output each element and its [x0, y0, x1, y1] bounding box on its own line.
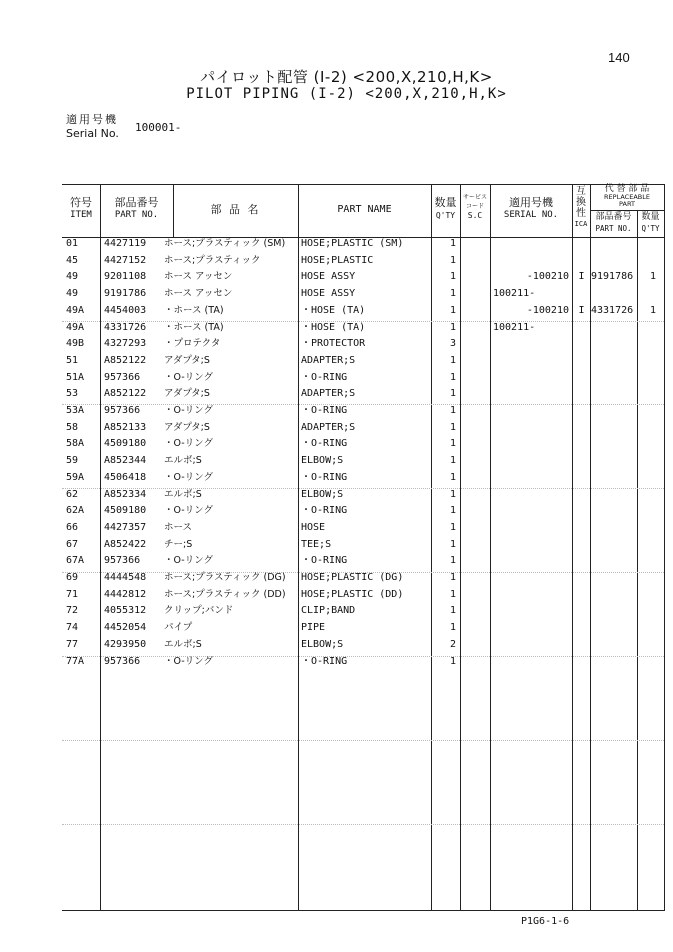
part-number: 4454003	[104, 304, 147, 316]
header-service-code	[460, 193, 490, 220]
quantity: 1	[449, 354, 456, 366]
table-row	[0, 336, 673, 353]
part-name-en: ELBOW;S	[301, 488, 344, 500]
part-name-jp: ・ホース (TA)	[164, 304, 224, 316]
part-name-jp: ホース	[164, 521, 193, 533]
part-name-en: ・O-RING	[301, 471, 348, 483]
header-rqty	[637, 212, 664, 234]
item-number: 71	[66, 588, 79, 600]
part-number: 4506418	[104, 471, 147, 483]
table-row	[0, 537, 673, 554]
part-name-jp: パイプ	[164, 622, 193, 634]
part-number: 4444548	[104, 572, 147, 583]
part-name-jp: チー;S	[164, 538, 193, 550]
quantity: 1	[449, 488, 456, 500]
part-name-en: ・O-RING	[301, 371, 348, 383]
header-item	[62, 196, 100, 222]
header-rqty-jp: 数量	[641, 212, 660, 222]
header-qty	[431, 196, 460, 222]
part-number: 4427357	[104, 521, 147, 533]
part-number: 4452054	[104, 622, 147, 634]
item-number: 49	[66, 271, 79, 283]
item-number: 58A	[66, 438, 85, 450]
quantity: 1	[449, 304, 456, 316]
part-number: 957366	[104, 555, 141, 567]
header-service-jp-1: サービス	[462, 194, 487, 201]
table-row	[0, 620, 673, 637]
serial-range: -100210	[526, 271, 569, 283]
part-number: 4327293	[104, 338, 147, 350]
table-row	[0, 603, 673, 620]
item-number: 62A	[66, 505, 85, 517]
quantity: 1	[449, 405, 456, 416]
header-ica-jp-1: 互	[576, 186, 586, 197]
item-number: 59A	[66, 471, 85, 483]
item-number: 49B	[66, 338, 85, 350]
part-number: 4427119	[104, 238, 147, 249]
item-number: 45	[66, 254, 79, 266]
item-number: 49A	[66, 321, 85, 333]
header-replaceable	[590, 185, 664, 208]
item-number: 67A	[66, 555, 85, 567]
table-row	[0, 503, 673, 520]
table-row	[0, 520, 673, 537]
replaceable-part-number: 4331726	[591, 304, 634, 316]
part-name-jp: エルボ;S	[164, 455, 202, 467]
item-number: 62	[66, 488, 79, 500]
quantity: 1	[449, 388, 456, 400]
header-qty-jp: 数量	[434, 196, 457, 209]
item-number: 66	[66, 521, 79, 533]
header-ica-en: ICA	[574, 220, 588, 228]
header-ica-jp-2: 換	[576, 197, 586, 208]
page-title-en: PILOT PIPING (I-2) <200,X,210,H,K>	[186, 86, 507, 102]
part-name-en: ・O-RING	[301, 438, 348, 450]
item-number: 53	[66, 388, 79, 400]
serial-range: 100211-	[493, 321, 536, 333]
item-number: 69	[66, 572, 79, 583]
quantity: 1	[449, 572, 456, 583]
header-serial-jp: 適用号機	[509, 196, 553, 209]
table-row	[0, 587, 673, 604]
part-name-jp: ・プロテクタ	[164, 338, 221, 350]
header-item-jp: 符号	[70, 196, 92, 209]
replaceable-quantity: 1	[649, 304, 656, 316]
part-name-jp: ・O-リング	[164, 405, 213, 416]
part-name-jp: ・O-リング	[164, 505, 213, 517]
quantity: 1	[449, 555, 456, 567]
part-name-en: CLIP;BAND	[301, 605, 356, 617]
header-ica	[572, 186, 590, 230]
serial-range: 100211-	[493, 288, 536, 300]
header-part-name-en: PART NAME	[337, 204, 392, 215]
table-row	[0, 420, 673, 437]
part-name-jp: ・ホース (TA)	[164, 321, 224, 333]
quantity: 1	[449, 588, 456, 600]
part-name-jp: ホース アッセン	[164, 271, 233, 283]
part-name-en: HOSE;PLASTIC (SM)	[301, 238, 404, 249]
part-name-jp: ・O-リング	[164, 555, 213, 567]
part-name-en: ADAPTER;S	[301, 388, 356, 400]
serial-label	[66, 113, 119, 141]
part-number: A852133	[104, 421, 147, 433]
part-name-en: HOSE ASSY	[301, 288, 356, 300]
header-part-no-en: PART NO.	[114, 210, 159, 220]
table-row	[0, 370, 673, 387]
item-number: 59	[66, 455, 79, 467]
page-title-jp: パイロット配管 (I-2) <200,X,210,H,K>	[200, 68, 493, 86]
part-name-jp: ホース;プラスティック (DG)	[164, 572, 286, 583]
part-number: 957366	[104, 405, 141, 416]
part-number: 957366	[104, 655, 141, 667]
part-number: 4055312	[104, 605, 147, 617]
header-part-no-jp: 部品番号	[114, 196, 159, 209]
part-name-jp: アダプタ;S	[164, 388, 210, 400]
item-number: 51	[66, 354, 79, 366]
part-name-en: ・HOSE (TA)	[301, 304, 366, 316]
part-number: A852344	[104, 455, 147, 467]
header-item-en: ITEM	[70, 210, 92, 220]
header-rpart-no-jp: 部品番号	[595, 212, 632, 222]
header-rqty-en: Q'TY	[641, 224, 660, 233]
table-row	[0, 637, 673, 654]
table-row	[0, 570, 673, 587]
item-number: 58	[66, 421, 79, 433]
serial-label-en: Serial No.	[66, 127, 119, 140]
table-row	[0, 654, 673, 671]
table-row	[0, 236, 673, 253]
quantity: 1	[449, 371, 456, 383]
part-name-en: HOSE ASSY	[301, 271, 356, 283]
header-part-name-jp: 部 品 名	[210, 203, 261, 216]
table-row	[0, 403, 673, 420]
part-number: A852122	[104, 388, 147, 400]
item-number: 77A	[66, 655, 85, 667]
header-replaceable-en-2: PART	[619, 200, 635, 208]
item-number: 49A	[66, 304, 85, 316]
item-number: 74	[66, 622, 79, 634]
item-number: 67	[66, 538, 79, 550]
table-row	[0, 253, 673, 270]
ica-code: I	[578, 271, 585, 283]
header-rpart-no-en: PART NO.	[595, 224, 632, 233]
quantity: 1	[449, 455, 456, 467]
part-number: 4331726	[104, 321, 147, 333]
quantity: 1	[449, 271, 456, 283]
item-number: 51A	[66, 371, 85, 383]
part-name-jp: アダプタ;S	[164, 354, 210, 366]
replaceable-part-number: 9191786	[591, 271, 634, 283]
header-service-jp-2: コード	[465, 203, 484, 210]
part-name-en: ・O-RING	[301, 555, 348, 567]
header-service-en: S.C	[467, 211, 483, 220]
header-replaceable-en-1: REPLACEABLE	[604, 193, 650, 201]
table-row	[0, 286, 673, 303]
quantity: 2	[449, 638, 456, 650]
part-name-jp: ・O-リング	[164, 371, 213, 383]
part-number: 4509180	[104, 505, 147, 517]
part-name-en: HOSE	[301, 521, 326, 533]
part-name-jp: ホース アッセン	[164, 288, 233, 300]
table-row	[0, 436, 673, 453]
part-number: 9201108	[104, 271, 147, 283]
table-row	[0, 353, 673, 370]
item-number: 01	[66, 238, 79, 249]
part-name-en: ・HOSE (TA)	[301, 321, 366, 333]
header-qty-en: Q'TY	[435, 211, 456, 220]
part-name-en: TEE;S	[301, 538, 332, 550]
quantity: 3	[449, 338, 456, 350]
part-name-en: ・O-RING	[301, 655, 348, 667]
part-number: A852122	[104, 354, 147, 366]
ica-code: I	[578, 304, 585, 316]
part-name-en: ADAPTER;S	[301, 354, 356, 366]
header-serial-en: SERIAL NO.	[503, 210, 559, 220]
quantity: 1	[449, 238, 456, 249]
item-number: 77	[66, 638, 79, 650]
quantity: 1	[449, 321, 456, 333]
table-row	[0, 553, 673, 570]
quantity: 1	[449, 622, 456, 634]
quantity: 1	[449, 521, 456, 533]
part-number: A852422	[104, 538, 147, 550]
part-name-en: PIPE	[301, 622, 326, 634]
part-number: 4293950	[104, 638, 147, 650]
quantity: 1	[449, 538, 456, 550]
table-row	[0, 453, 673, 470]
part-number: 4509180	[104, 438, 147, 450]
part-number: A852334	[104, 488, 147, 500]
part-number: 4427152	[104, 254, 147, 266]
quantity: 1	[449, 605, 456, 617]
header-rpart-no	[590, 212, 637, 234]
item-number: 53A	[66, 405, 85, 416]
part-name-jp: ・O-リング	[164, 438, 213, 450]
part-name-jp: ホース;プラスティック	[164, 254, 261, 266]
table-row	[0, 320, 673, 337]
part-name-en: ・O-RING	[301, 405, 348, 416]
part-name-en: HOSE;PLASTIC (DG)	[301, 572, 404, 583]
serial-range: -100210	[526, 304, 569, 316]
part-name-jp: ホース;プラスティック (SM)	[164, 238, 286, 249]
part-name-jp: ホース;プラスティック (DD)	[164, 588, 286, 600]
quantity: 1	[449, 438, 456, 450]
header-part-no	[100, 196, 173, 222]
part-name-jp: エルボ;S	[164, 638, 202, 650]
item-number: 72	[66, 605, 79, 617]
table-row	[0, 470, 673, 487]
part-name-jp: ・O-リング	[164, 471, 213, 483]
quantity: 1	[449, 655, 456, 667]
part-name-jp: エルボ;S	[164, 488, 202, 500]
part-number: 9191786	[104, 288, 147, 300]
quantity: 1	[449, 471, 456, 483]
part-name-en: HOSE;PLASTIC	[301, 254, 374, 266]
part-name-en: ELBOW;S	[301, 638, 344, 650]
part-name-jp: ・O-リング	[164, 655, 213, 667]
part-name-en: ADAPTER;S	[301, 421, 356, 433]
part-name-en: ・PROTECTOR	[301, 338, 366, 350]
page-number: 140	[608, 50, 630, 65]
part-name-en: ・O-RING	[301, 505, 348, 517]
header-serial	[490, 196, 572, 222]
part-name-en: HOSE;PLASTIC (DD)	[301, 588, 404, 600]
header-replaceable-jp: 代 替 部 品	[604, 184, 650, 194]
table-row	[0, 303, 673, 320]
footer-page-code: P1G6-1-6	[521, 916, 570, 927]
serial-value: 100001-	[135, 121, 182, 134]
quantity: 1	[449, 421, 456, 433]
quantity: 1	[449, 505, 456, 517]
quantity: 1	[449, 288, 456, 300]
part-name-jp: アダプタ;S	[164, 421, 210, 433]
table-row	[0, 269, 673, 286]
serial-label-jp: 適用号機	[66, 113, 118, 126]
quantity: 1	[449, 254, 456, 266]
replaceable-quantity: 1	[649, 271, 656, 283]
table-row	[0, 386, 673, 403]
header-ica-jp-3: 性	[576, 208, 586, 219]
item-number: 49	[66, 288, 79, 300]
part-name-jp: クリップ;バンド	[164, 605, 234, 617]
part-number: 957366	[104, 371, 141, 383]
part-name-en: ELBOW;S	[301, 455, 344, 467]
part-number: 4442812	[104, 588, 147, 600]
table-row	[0, 487, 673, 504]
